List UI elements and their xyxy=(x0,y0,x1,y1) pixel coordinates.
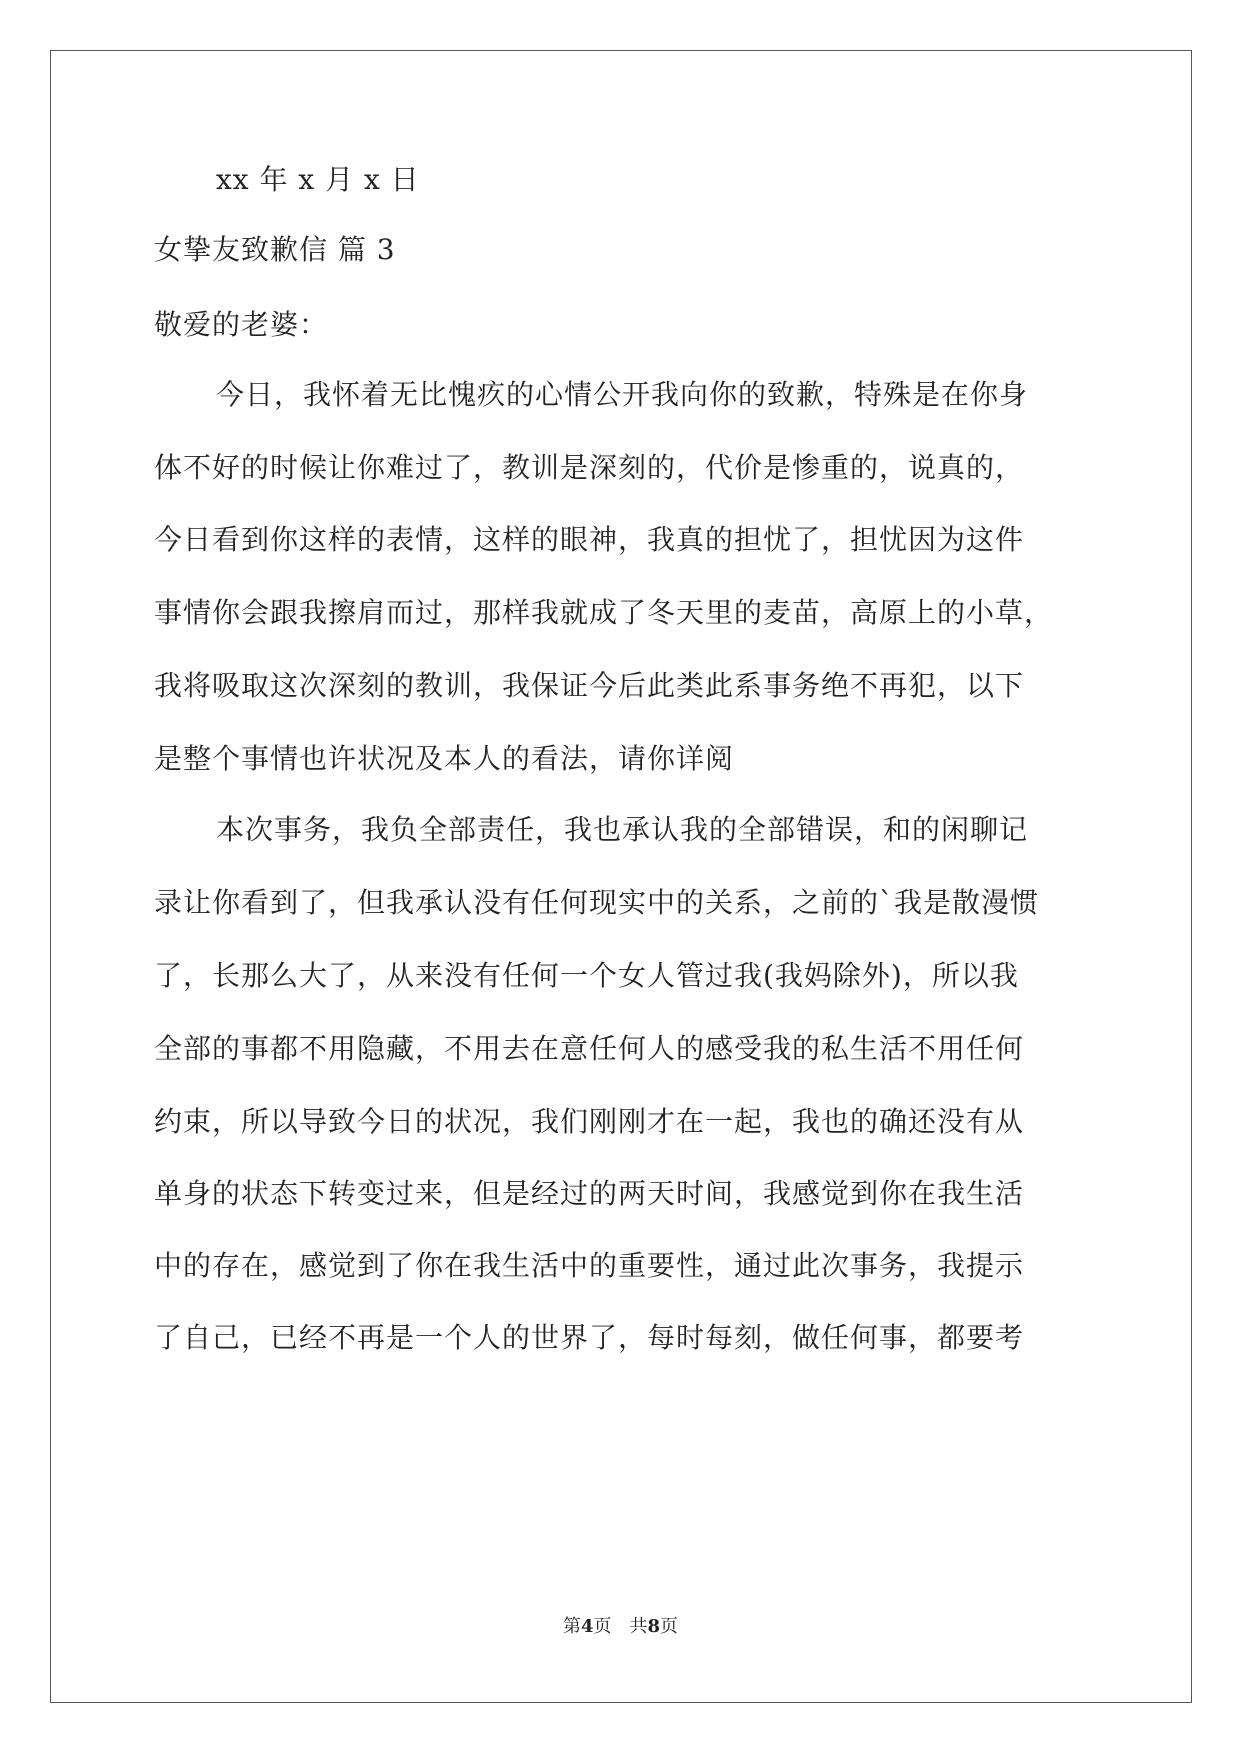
page-total: 8 xyxy=(647,1616,661,1637)
section-title: 女挚友致歉信 篇 3 xyxy=(154,233,396,266)
paragraph1-line: 今日，我怀着无比愧疚的心情公开我向你的致歉，特殊是在你身 xyxy=(216,378,1029,411)
paragraph2-line: 了，长那么大了，从来没有任何一个女人管过我(我妈除外)，所以我 xyxy=(154,959,1019,992)
paragraph2-line: 约束，所以导致今日的状况，我们刚刚才在一起，我也的确还没有从 xyxy=(154,1105,1025,1138)
page-prefix: 第 xyxy=(562,1616,581,1637)
date-line: xx 年 x 月 x 日 xyxy=(216,163,420,196)
page-mid: 页 xyxy=(593,1616,612,1637)
paragraph1-line: 体不好的时候让你难过了，教训是深刻的，代价是惨重的，说真的， xyxy=(154,451,1025,484)
total-prefix: 共 xyxy=(629,1616,648,1637)
page-current: 4 xyxy=(580,1616,594,1637)
paragraph2-line: 本次事务，我负全部责任，我也承认我的全部错误，和的闲聊记 xyxy=(216,813,1029,846)
salutation: 敬爱的老婆： xyxy=(154,308,329,341)
paragraph2-line: 全部的事都不用隐藏，不用去在意任何人的感受我的私生活不用任何 xyxy=(154,1032,1025,1065)
paragraph2-line: 了自己，已经不再是一个人的世界了，每时每刻，做任何事，都要考 xyxy=(154,1321,1025,1354)
paragraph2-line: 录让你看到了，但我承认没有任何现实中的关系，之前的`我是散漫惯 xyxy=(154,886,1040,919)
page-footer xyxy=(0,1612,1241,1638)
paragraph2-line: 单身的状态下转变过来，但是经过的两天时间，我感觉到你在我生活 xyxy=(154,1177,1025,1210)
paragraph2-line: 中的存在，感觉到了你在我生活中的重要性，通过此次事务，我提示 xyxy=(154,1249,1025,1282)
paragraph1-line: 是整个事情也许状况及本人的看法，请你详阅 xyxy=(154,742,735,775)
paragraph1-line: 今日看到你这样的表情，这样的眼神，我真的担忧了，担忧因为这件 xyxy=(154,523,1025,556)
paragraph1-line: 我将吸取这次深刻的教训，我保证今后此类此系事务绝不再犯，以下 xyxy=(154,669,1025,702)
page-border xyxy=(50,50,1192,1703)
total-suffix: 页 xyxy=(660,1616,679,1637)
paragraph1-line: 事情你会跟我擦肩而过，那样我就成了冬天里的麦苗，高原上的小草， xyxy=(154,596,1054,629)
